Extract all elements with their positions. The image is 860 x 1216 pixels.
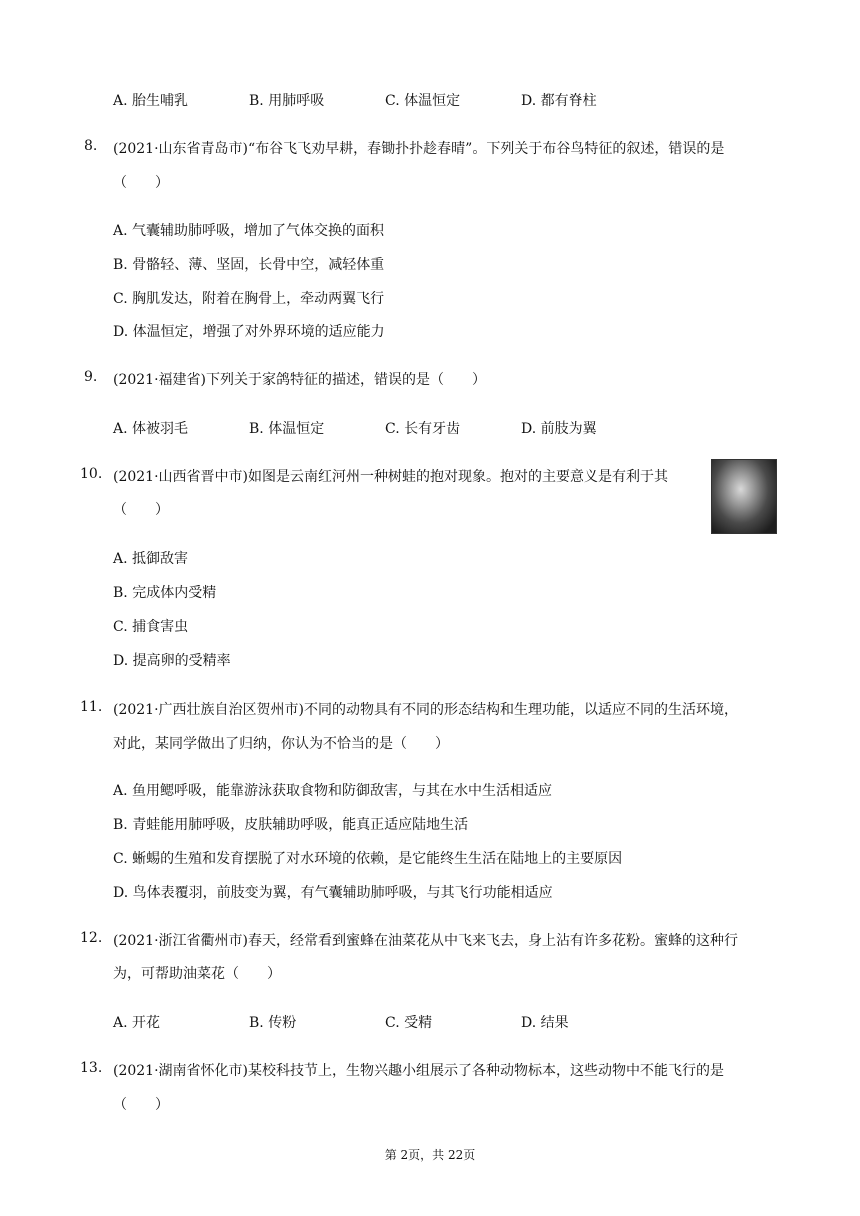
q12-option-d: D. 结果 <box>521 1015 569 1031</box>
q12-number: 12. <box>80 930 103 946</box>
q12-stem-line1: (2021·浙江省衢州市)春天，经常看到蜜蜂在油菜花从中飞来飞去，身上沾有许多花粉。蜜蜂的这种行 <box>113 933 739 949</box>
q7-option-c: C. 体温恒定 <box>385 93 461 109</box>
q12-option-b: B. 传粉 <box>249 1015 297 1031</box>
q11-stem-line2: 对此，某同学做出了归纳，你认为不恰当的是（ ） <box>113 736 449 752</box>
tree-frog-photo <box>711 459 777 534</box>
q8-option-d: D. 体温恒定，增强了对外界环境的适应能力 <box>113 324 385 340</box>
q10-option-a: A. 抵御敌害 <box>113 551 189 567</box>
q13-stem: (2021·湖南省怀化市)某校科技节上，生物兴趣小组展示了各种动物标本，这些动物中不能飞行的是 <box>113 1063 725 1079</box>
q11-option-a: A. 鱼用鳃呼吸，能靠游泳获取食物和防御敌害，与其在水中生活相适应 <box>113 783 553 799</box>
q12-option-a: A. 开花 <box>113 1015 161 1031</box>
q11-option-c: C. 蜥蜴的生殖和发育摆脱了对水环境的依赖，是它能终生生活在陆地上的主要原因 <box>113 851 623 867</box>
q8-option-b: B. 骨骼轻、薄、坚固，长骨中空，减轻体重 <box>113 257 385 273</box>
q10-option-b: B. 完成体内受精 <box>113 585 217 601</box>
q10-stem: (2021·山西省晋中市)如图是云南红河州一种树蛙的抱对现象。抱对的主要意义是有利于其 <box>113 469 669 485</box>
q11-stem-line1: (2021·广西壮族自治区贺州市)不同的动物具有不同的形态结构和生理功能，以适应不同的生活环境， <box>113 702 739 718</box>
q8-number: 8. <box>84 138 98 154</box>
q9-option-d: D. 前肢为翼 <box>521 421 597 437</box>
q11-number: 11. <box>80 699 103 715</box>
q12-stem-line2: 为，可帮助油菜花（ ） <box>113 966 281 982</box>
q11-option-d: D. 鸟体表覆羽，前肢变为翼，有气囊辅助肺呼吸，与其飞行功能相适应 <box>113 885 553 901</box>
q7-option-a: A. 胎生哺乳 <box>113 93 189 109</box>
q13-answer-paren: （ ） <box>113 1097 169 1113</box>
q8-option-a: A. 气囊辅助肺呼吸，增加了气体交换的面积 <box>113 223 385 239</box>
q9-stem: (2021·福建省)下列关于家鸽特征的描述，错误的是（ ） <box>113 372 487 388</box>
q10-option-c: C. 捕食害虫 <box>113 619 189 635</box>
q10-answer-paren: （ ） <box>113 502 169 518</box>
q11-option-b: B. 青蛙能用肺呼吸，皮肤辅助呼吸，能真正适应陆地生活 <box>113 817 469 833</box>
q12-option-c: C. 受精 <box>385 1015 433 1031</box>
q13-number: 13. <box>80 1060 103 1076</box>
q9-option-b: B. 体温恒定 <box>249 421 325 437</box>
q9-number: 9. <box>84 369 98 385</box>
page-footer: 第 2页，共 22页 <box>384 1148 476 1162</box>
q9-option-c: C. 长有牙齿 <box>385 421 461 437</box>
q8-option-c: C. 胸肌发达，附着在胸骨上，牵动两翼飞行 <box>113 291 385 307</box>
q9-option-a: A. 体被羽毛 <box>113 421 189 437</box>
q7-option-d: D. 都有脊柱 <box>521 93 597 109</box>
q10-number: 10. <box>80 466 103 482</box>
q8-stem: (2021·山东省青岛市)“布谷飞飞劝早耕，春锄扑扑趁春晴”。下列关于布谷鸟特征的叙述，错误的是 <box>113 141 725 157</box>
q10-option-d: D. 提高卵的受精率 <box>113 653 231 669</box>
q8-answer-paren: （ ） <box>113 175 169 191</box>
q7-option-b: B. 用肺呼吸 <box>249 93 325 109</box>
